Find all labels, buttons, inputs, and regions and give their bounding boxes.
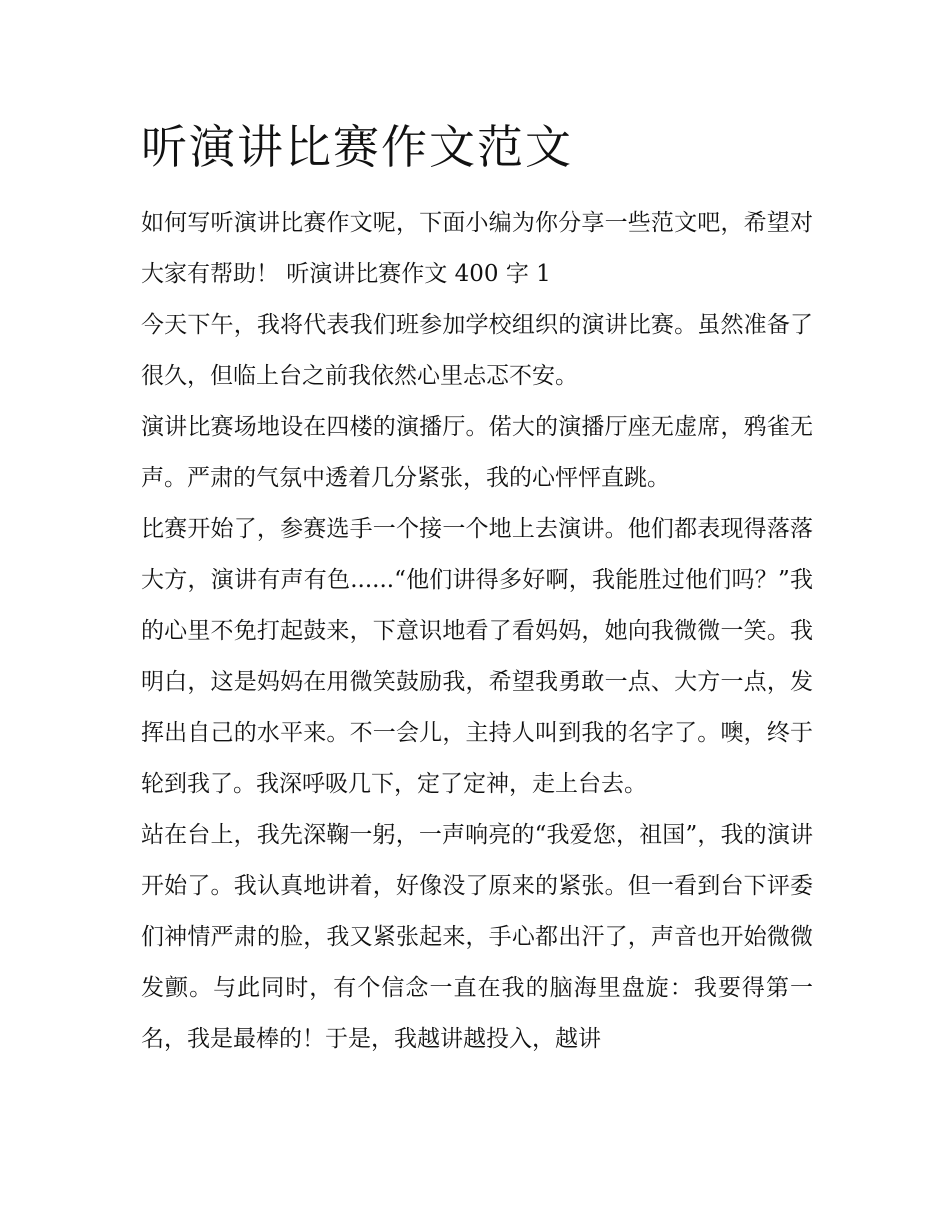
- document-title: 听演讲比赛作文范文: [141, 120, 573, 174]
- paragraph-on-stage: 站在台上，我先深鞠一躬，一声响亮的“我爱您，祖国”，我的演讲开始了。我认真地讲着，好像没了原来的紧张。但一看到台下评委们神情严肃的脸，我又紧张起来，手心都出汗了，声音也开始微微发颤。与此同时，有个信念一直在我的脑海里盘旋：我要得第一名，我是最棒的！于是，我越讲越投入，越讲: [141, 822, 813, 1052]
- paragraph-contest-start: 比赛开始了，参赛选手一个接一个地上去演讲。他们都表现得落落大方，演讲有声有色......“他们讲得多好啊，我能胜过他们吗？”我的心里不免打起鼓来，下意识地看了看妈妈，她向我微微一笑。我明白，这是妈妈在用微笑鼓励我，希望我勇敢一点、大方一点，发挥出自己的水平来。不一会儿，主持人叫到我的名字了。噢，终于轮到我了。我深呼吸几下，定了定神，走上台去。: [141, 516, 813, 797]
- paragraph-afternoon: 今天下午，我将代表我们班参加学校组织的演讲比赛。虽然准备了很久，但临上台之前我依然心里忐忑不安。: [141, 312, 813, 389]
- document-body: [141, 198, 813, 1065]
- paragraph-intro: 如何写听演讲比赛作文呢，下面小编为你分享一些范文吧，希望对大家有帮助！ 听演讲比赛作文 400 字 1: [141, 210, 813, 287]
- paragraph-venue: 演讲比赛场地设在四楼的演播厅。偌大的演播厅座无虚席，鸦雀无声。严肃的气氛中透着几分紧张，我的心怦怦直跳。: [141, 414, 813, 491]
